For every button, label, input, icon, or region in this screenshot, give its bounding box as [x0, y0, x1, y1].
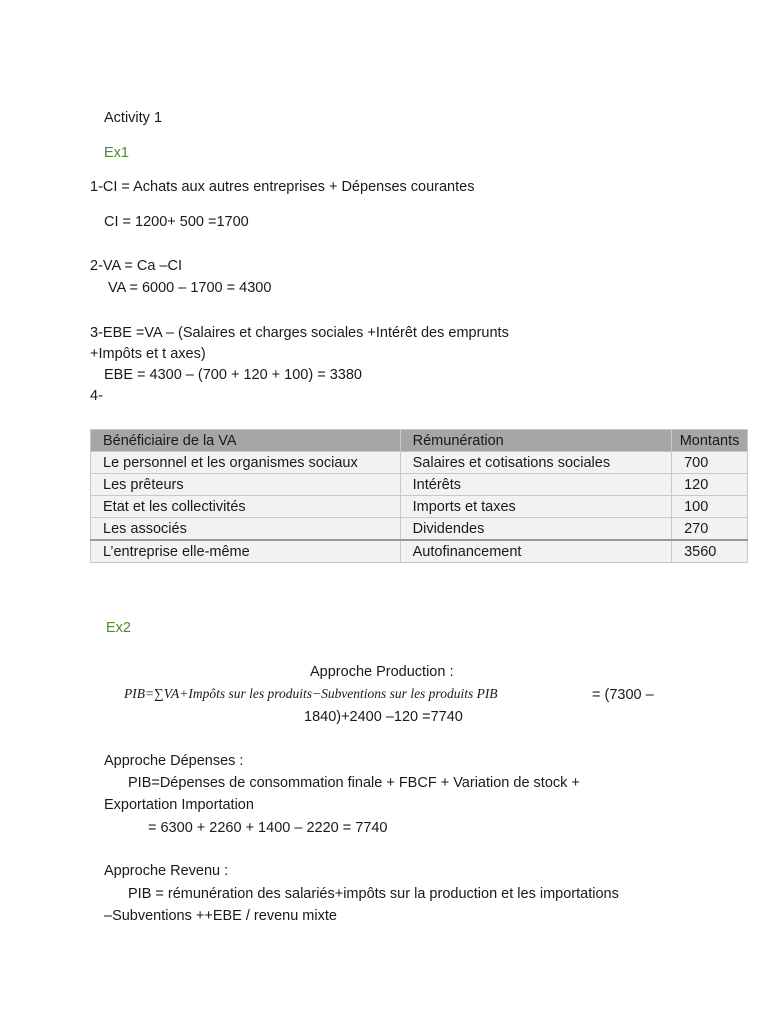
income-approach-title: Approche Revenu : [104, 863, 229, 879]
table-row [91, 452, 748, 474]
cell-montant: 120 [672, 474, 748, 496]
table-row [91, 540, 748, 563]
production-result-part1: = (7300 – [592, 687, 654, 703]
q4-label: 4- [90, 388, 103, 404]
q3-calculation: EBE = 4300 – (700 + 120 + 100) = 3380 [104, 367, 362, 383]
ex1-heading: Ex1 [104, 145, 129, 161]
cell-remuneration: Salaires et cotisations sociales [400, 452, 671, 474]
expenditure-formula: PIB=Dépenses de consommation finale + FBCF + Variation de stock + [128, 775, 580, 791]
cell-montant: 100 [672, 496, 748, 518]
cell-montant: 270 [672, 518, 748, 541]
expenditure-approach-title: Approche Dépenses : [104, 753, 244, 769]
q3-definition-cont: +Impôts et t axes) [90, 346, 206, 362]
header-remuneration: Rémunération [400, 430, 671, 452]
activity-title: Activity 1 [104, 110, 163, 126]
va-distribution-table [90, 429, 748, 563]
cell-remuneration: Intérêts [400, 474, 671, 496]
table-row [91, 518, 748, 541]
cell-remuneration: Dividendes [400, 518, 671, 541]
header-montants: Montants [672, 430, 748, 452]
cell-montant: 3560 [672, 540, 748, 563]
q1-definition: 1-CI = Achats aux autres entreprises + Dépenses courantes [90, 179, 475, 195]
header-beneficiaire: Bénéficiaire de la VA [91, 430, 401, 452]
cell-remuneration: Autofinancement [400, 540, 671, 563]
production-result-part2: 1840)+2400 –120 =7740 [304, 709, 463, 725]
q1-calculation: CI = 1200+ 500 =1700 [104, 214, 249, 230]
production-approach-title: Approche Production : [310, 664, 454, 680]
cell-beneficiaire: Etat et les collectivités [91, 496, 401, 518]
cell-remuneration: Imports et taxes [400, 496, 671, 518]
q2-definition: 2-VA = Ca –CI [90, 258, 183, 274]
cell-montant: 700 [672, 452, 748, 474]
cell-beneficiaire: Les prêteurs [91, 474, 401, 496]
expenditure-formula-cont: Exportation Importation [104, 797, 254, 813]
q3-definition: 3-EBE =VA – (Salaires et charges sociales +Intérêt des emprunts [90, 325, 509, 341]
cell-beneficiaire: L’entreprise elle-même [91, 540, 401, 563]
income-formula: PIB = rémunération des salariés+impôts sur la production et les importations [128, 886, 619, 902]
q2-calculation: VA = 6000 – 1700 = 4300 [108, 280, 272, 296]
expenditure-calculation: = 6300 + 2260 + 1400 – 2220 = 7740 [148, 820, 388, 836]
ex2-heading: Ex2 [106, 620, 131, 636]
table-row [91, 474, 748, 496]
table-row [91, 496, 748, 518]
cell-beneficiaire: Les associés [91, 518, 401, 541]
production-formula: PIB=∑VA+Impôts sur les produits−Subventions sur les produits PIB [124, 686, 498, 701]
income-formula-cont: –Subventions ++EBE / revenu mixte [104, 908, 337, 924]
cell-beneficiaire: Le personnel et les organismes sociaux [91, 452, 401, 474]
table-header-row [91, 430, 748, 452]
